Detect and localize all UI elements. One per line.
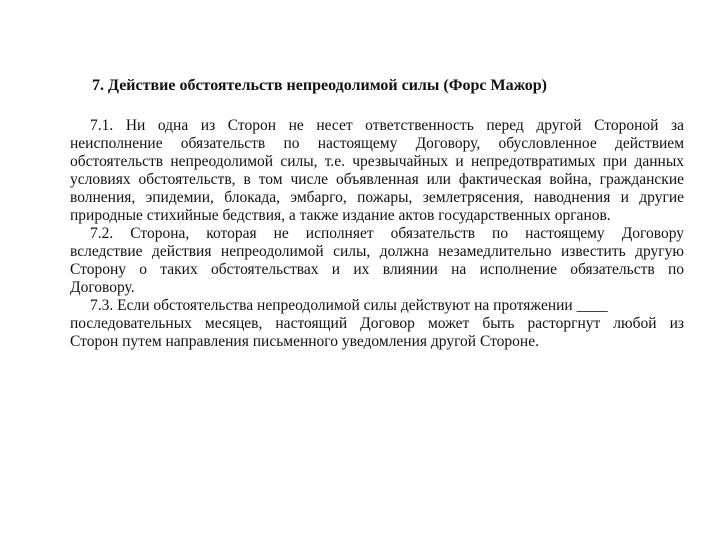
paragraph-7-1-line-3: обстоятельств непреодолимой силы, т.е. чрезвычайных и непредотвратимых при данных xyxy=(70,153,684,170)
paragraph-7-2-line-4: Договору. xyxy=(70,279,135,296)
paragraph-7-2-line-1: 7.2. Сторона, которая не исполняет обязательств по настоящему Договору xyxy=(90,225,684,242)
paragraph-7-3-line-1: 7.3. Если обстоятельства непреодолимой силы действуют на протяжении ____ xyxy=(90,297,608,314)
paragraph-7-1-line-1: 7.1. Ни одна из Сторон не несет ответственность перед другой Стороной за xyxy=(90,117,684,134)
paragraph-7-2-line-2: вследствие действия непреодолимой силы, должна незамедлительно известить другую xyxy=(70,243,684,260)
paragraph-7-1-line-6: природные стихийные бедствия, а также издание актов государственных органов. xyxy=(70,207,611,224)
paragraph-7-1-line-5: волнения, эпидемии, блокада, эмбарго, пожары, землетрясения, наводнения и другие xyxy=(70,189,684,206)
paragraph-7-3-line-3: Сторон путем направления письменного уведомления другой Стороне. xyxy=(70,333,539,350)
section-title: 7. Действие обстоятельств непреодолимой силы (Форс Мажор) xyxy=(92,77,547,94)
paragraph-7-3-line-2: последовательных месяцев, настоящий Договор может быть расторгнут любой из xyxy=(70,315,684,332)
paragraph-7-2-line-3: Сторону о таких обстоятельствах и их влиянии на исполнение обязательств по xyxy=(70,261,684,278)
paragraph-7-1-line-4: условиях обстоятельств, в том числе объявленная или фактическая война, гражданские xyxy=(70,171,684,188)
paragraph-7-1-line-2: неисполнение обязательств по настоящему Договору, обусловленное действием xyxy=(70,135,684,152)
